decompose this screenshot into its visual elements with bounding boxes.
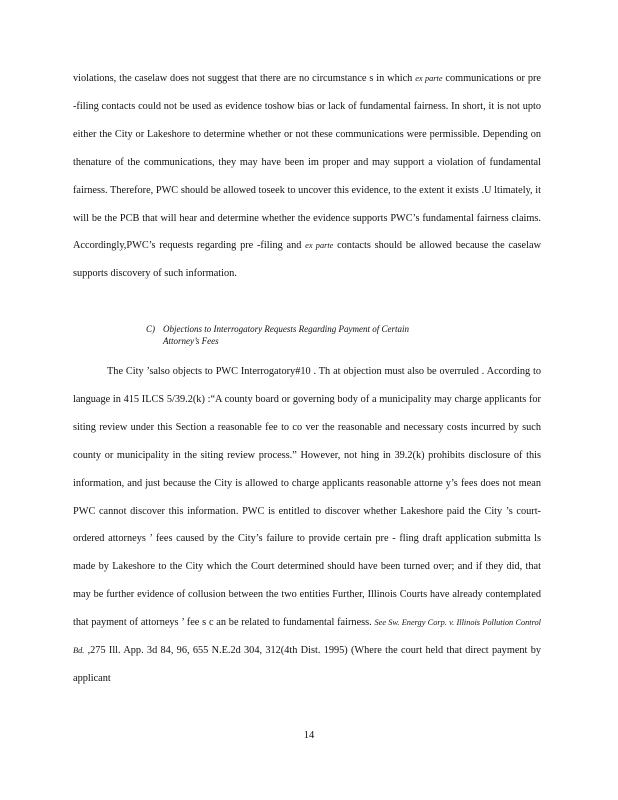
body-paragraph-fundamental-fairness [73, 65, 541, 288]
ex-parte-italic: ex parte [415, 74, 443, 83]
section-heading-line-1: Objections to Interrogatory Requests Regarding Payment of Certain [163, 324, 410, 334]
section-heading-line-2: Attorney’s Fees [163, 336, 219, 346]
section-heading [146, 323, 536, 347]
paragraph-text: The City ’salso objects to PWC Interrogatory#10 . Th at objection must also be overruled . According to language in 415 ILCS 5/39.2(k) :“A county board or governing body of a municipality may charge applicants for siting review under this Section a reasonable fee to co ver the reasonable and necessary costs incurred by such county or municipality in the siting review process.” However, not hing in 39.2(k) prohibits disclosure of this information, and just because the City is allowed to charge applicants reasonable attorne y’s fees does not mean PWC cannot discover this information. PWC is entitled to discover whether Lakeshore paid the City ’s court-ordered attorneys ’ fees caused by the City’s failure to provide certain pre - fling draft application submitta ls made by Lakeshore to the City which the Court determined should have been turned over; and if they did, that may be further evidence of collusion between the two entities Further, Illinois Courts have already contemplated that payment of attorneys ’ fee s c an be related to fundamental fairness. [73, 366, 541, 629]
section-heading-label: C) [146, 324, 155, 334]
page-number: 14 [303, 730, 315, 741]
body-paragraph-attorney-fees [73, 358, 541, 693]
paragraph-text: contacts should be allowed because the caselaw supports discovery of such information. [73, 240, 541, 280]
paragraph-text: communications or pre -filing contacts could not be used as evidence toshow bias or lack of fundamental fairness. In short, it is not upto either the City or Lakeshore to determine whether or not these communications were permissible. Depending on thenature of the communications, they may have been im proper and may support a violation of fundamental fairness. Therefore, PWC should be allowed toseek to uncover this evidence, to the extent it exists .U ltimately, it will be the PCB that will hear and determine whether the evidence supports PWC’s fundamental fairness claims. Accordingly,PWC’s requests regarding pre -filing and [73, 73, 541, 252]
paragraph-text: ,275 Ill. App. 3d 84, 96, 655 N.E.2d 304, 312(4th Dist. 1995) (Where the court held that direct payment by applicant [73, 645, 541, 684]
case-citation-italic: See Sw. Energy Corp. v. Illinois Pollution Control Bd. [73, 618, 541, 656]
ex-parte-italic: ex parte [305, 241, 334, 251]
paragraph-text: violations, the caselaw does not suggest that there are no circumstance s in which [73, 73, 416, 84]
